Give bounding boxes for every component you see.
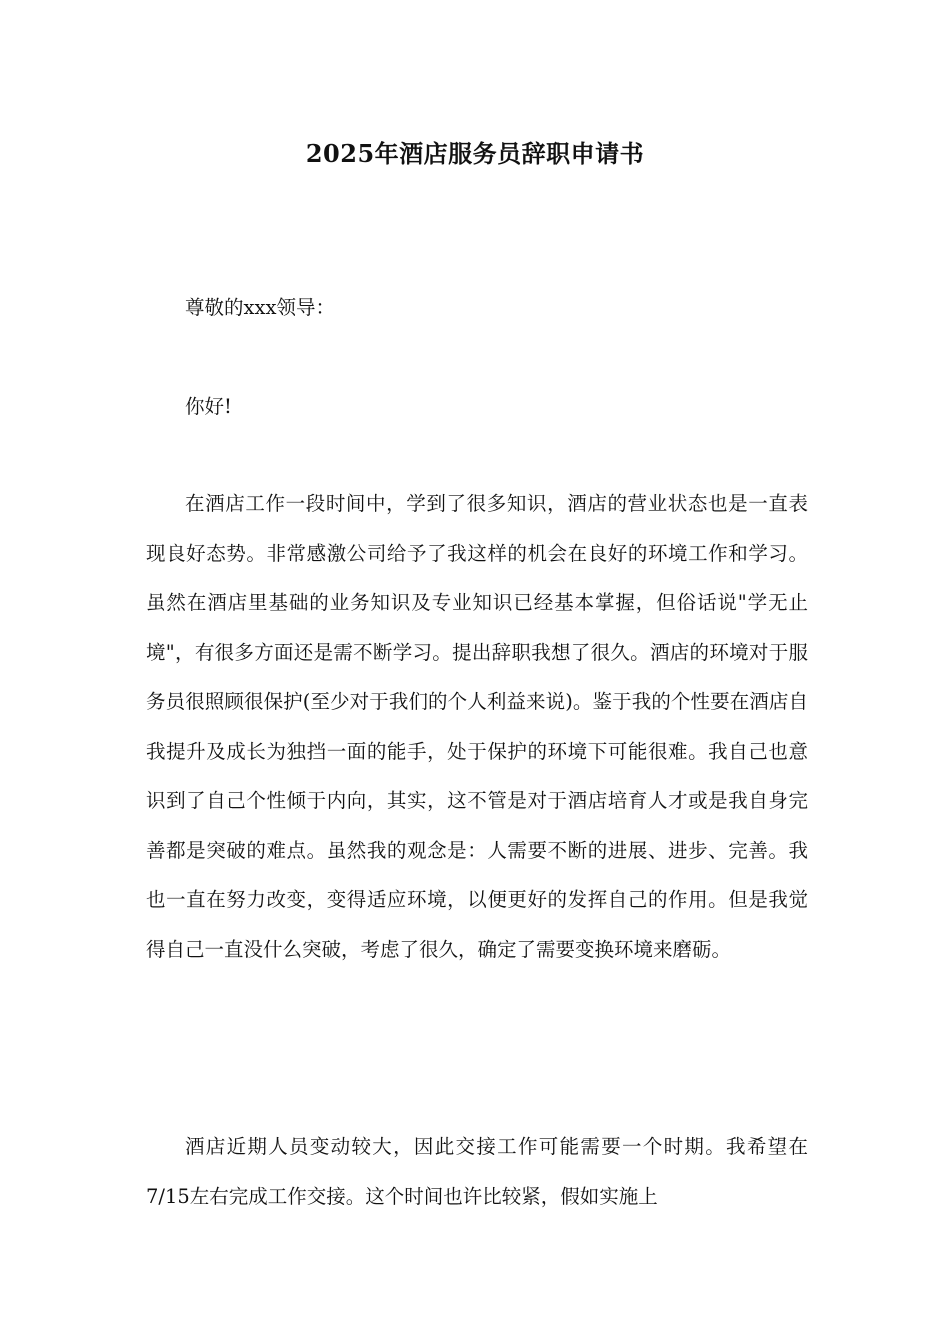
salutation: 尊敬的xxx领导：	[185, 296, 335, 319]
greeting: 你好!	[185, 395, 232, 418]
body-paragraph-1: 在酒店工作一段时间中，学到了很多知识，酒店的营业状态也是一直表现良好态势。非常感激公司给予了我这样的机会在良好的环境工作和学习。虽然在酒店里基础的业务知识及专业知识已经基本掌握，但俗话说"学无止境"，有很多方面还是需不断学习。提出辞职我想了很久。酒店的环境对于服务员很照顾很保护(至少对于我们的个人利益来说)。鉴于我的个性要在酒店自我提升及成长为独挡一面的能手，处于保护的环境下可能很难。我自己也意识到了自己个性倾于内向，其实，这不管是对于酒店培育人才或是我自身完善都是突破的难点。虽然我的观念是：人需要不断的进展、进步、完善。我也一直在努力改变，变得适应环境，以便更好的发挥自己的作用。但是我觉得自己一直没什么突破，考虑了很久，确定了需要变换环境来磨砺。	[146, 492, 808, 961]
document-title: 2025年酒店服务员辞职申请书	[305, 139, 645, 168]
body-paragraph-2: 酒店近期人员变动较大，因此交接工作可能需要一个时期。我希望在7/15左右完成工作交接。这个时间也许比较紧，假如实施上	[146, 1135, 808, 1208]
